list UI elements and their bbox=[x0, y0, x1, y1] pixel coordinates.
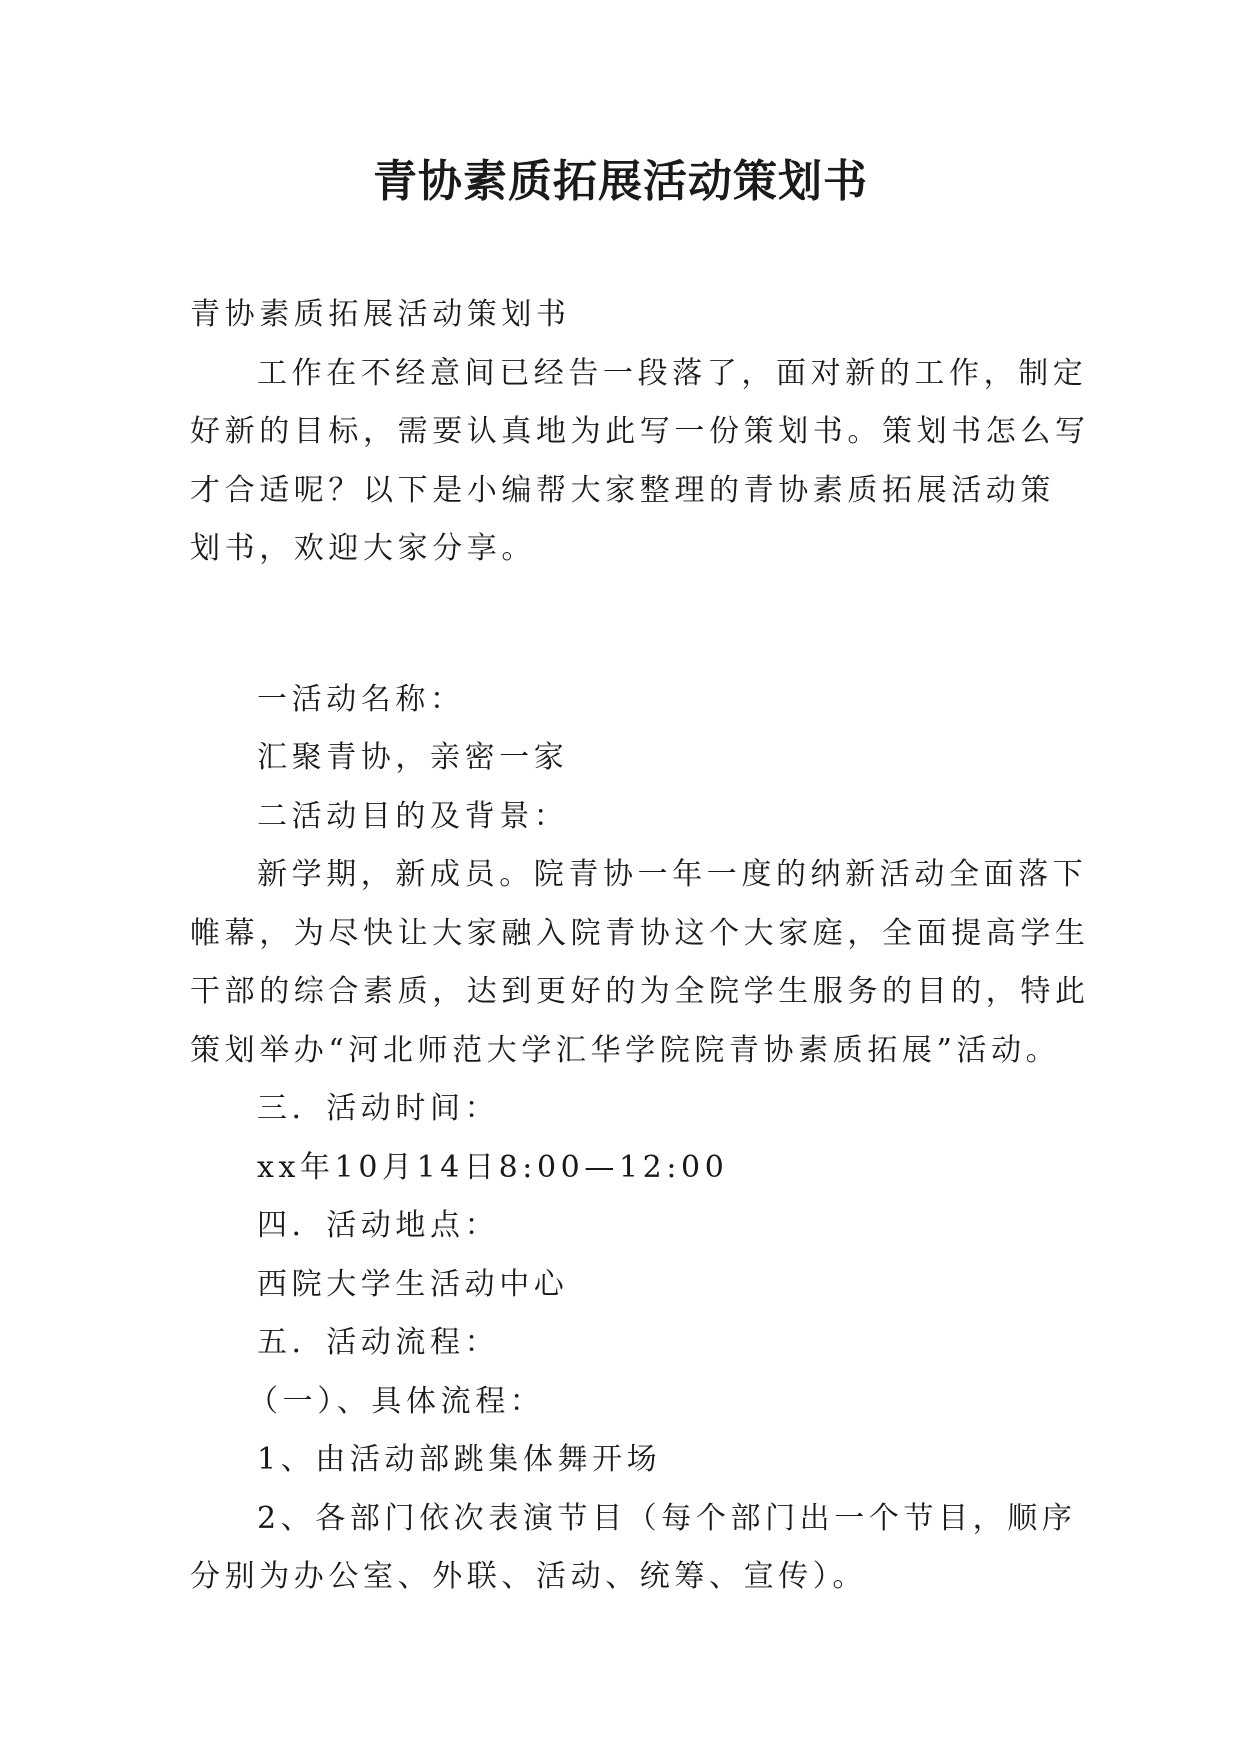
section-heading: 三．活动时间： bbox=[257, 1091, 500, 1126]
paragraph-line: 帷幕，为尽快让大家融入院青协这个大家庭，全面提高学生 bbox=[190, 915, 1090, 951]
paragraph-line: 好新的目标，需要认真地为此写一份策划书。策划书怎么写 bbox=[190, 414, 1090, 449]
list-item: 2、各部门依次表演节目（每个部门出一个节目，顺序 bbox=[257, 1500, 1077, 1536]
section-heading: 四．活动地点： bbox=[257, 1208, 500, 1243]
paragraph-line: 分别为办公室、外联、活动、统筹、宣传）。 bbox=[190, 1559, 867, 1594]
section-heading: 五．活动流程： bbox=[257, 1325, 500, 1360]
paragraph-line: 划书，欢迎大家分享。 bbox=[190, 531, 536, 566]
subsection-heading: （一）、具体流程： bbox=[248, 1383, 545, 1419]
section-heading: 二活动目的及背景： bbox=[257, 798, 569, 834]
paragraph-gap bbox=[190, 579, 1060, 671]
document-body bbox=[190, 286, 1090, 1607]
list-item: 1、由活动部跳集体舞开场 bbox=[257, 1442, 662, 1477]
section-heading: 一活动名称： bbox=[257, 681, 465, 717]
paragraph-line: 新学期，新成员。院青协一年一度的纳新活动全面落下 bbox=[257, 857, 1088, 892]
paragraph-line: 策划举办“河北师范大学汇华学院院青协素质拓展”活动。 bbox=[190, 1032, 1061, 1068]
subtitle-line: 青协素质拓展活动策划书 bbox=[190, 297, 571, 332]
paragraph-line: 干部的综合素质，达到更好的为全院学生服务的目的，特此 bbox=[190, 974, 1090, 1009]
paragraph-line: 才合适呢？以下是小编帮大家整理的青协素质拓展活动策 bbox=[190, 472, 1055, 508]
paragraph-line: 西院大学生活动中心 bbox=[257, 1266, 569, 1302]
paragraph-line: xx年10月14日8:00—12:00 bbox=[257, 1149, 729, 1185]
document-title: 青协素质拓展活动策划书 bbox=[373, 156, 868, 207]
paragraph-line: 工作在不经意间已经告一段落了，面对新的工作，制定 bbox=[257, 355, 1088, 391]
paragraph-line: 汇聚青协，亲密一家 bbox=[257, 740, 569, 775]
